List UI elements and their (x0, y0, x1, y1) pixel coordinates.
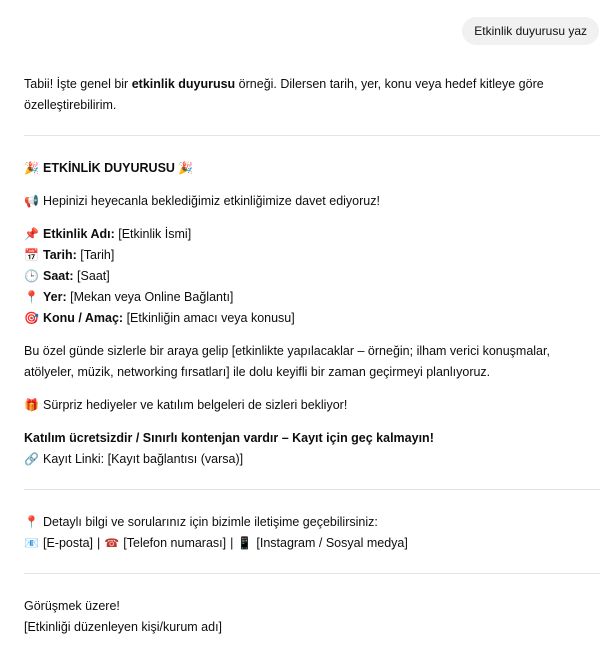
closing-organizer: [Etkinliği düzenleyen kişi/kurum adı] (24, 620, 223, 634)
detail-date (24, 245, 600, 266)
surprise-text: Sürpriz hediyeler ve katılım belgeleri de sizleri bekliyor! (43, 398, 348, 412)
detail-label: Saat: (43, 269, 74, 283)
location-pin-icon: 📍 (24, 290, 39, 304)
separator: | (97, 536, 101, 550)
detail-event-name (24, 224, 600, 245)
detail-location (24, 287, 600, 308)
detail-label: Konu / Amaç: (43, 311, 124, 325)
intro-bold: etkinlik duyurusu (131, 77, 236, 91)
registration-bold-text: Katılım ücretsizdir / Sınırlı kontenjan vardır – Kayıt için geç kalmayın! (24, 431, 434, 445)
detail-value: [Saat] (73, 269, 110, 283)
calendar-icon: 📅 (24, 248, 39, 262)
contact-email: [E-posta] (43, 536, 94, 550)
detail-value: [Tarih] (76, 248, 115, 262)
details-list (24, 224, 600, 329)
registration-link-line (24, 449, 600, 470)
detail-value: [Etkinliğin amacı veya konusu] (123, 311, 295, 325)
assistant-reply (24, 74, 600, 638)
intro-paragraph (24, 74, 600, 116)
contact-channels (24, 533, 600, 554)
clock-icon: 🕒 (24, 269, 39, 283)
detail-value: [Etkinlik İsmi] (114, 227, 192, 241)
detail-label: Yer: (43, 290, 67, 304)
detail-time (24, 266, 600, 287)
party-icon: 🎉 (24, 161, 39, 175)
intro-text-start: Tabii! İşte genel bir (24, 77, 132, 91)
megaphone-icon: 📢 (24, 194, 39, 208)
invite-text: Hepinizi heyecanla beklediğimiz etkinliğimize davet ediyoruz! (43, 194, 380, 208)
contact-line (24, 512, 600, 533)
announcement-title (24, 158, 600, 179)
telephone-icon: ☎ (104, 536, 120, 550)
contact-phone: [Telefon numarası] (123, 536, 227, 550)
intro-text-end: örneği. Dilersen tarih, yer, konu veya hedef kitleye göre özelleştirebilirim. (24, 77, 544, 112)
link-icon: 🔗 (24, 452, 39, 466)
gift-icon: 🎁 (24, 398, 39, 412)
detail-topic (24, 308, 600, 329)
closing-greeting: Görüşmek üzere! (24, 599, 120, 613)
separator: | (230, 536, 234, 550)
location-pin-icon: 📍 (24, 515, 39, 529)
contact-text: Detaylı bilgi ve sorularınız için bizimle iletişime geçebilirsiniz: (43, 515, 378, 529)
email-icon: 📧 (24, 536, 39, 550)
registration-note (24, 428, 600, 449)
body-paragraph: Bu özel günde sizlerle bir araya gelip [etkinlikte yapılacaklar – örneğin; ilham verici konuşmalar, atölyeler, müzik, networking fırsatları] ile dolu keyifli bir zaman geçirmeyi planlıyoruz. (24, 344, 550, 379)
contact-social: [Instagram / Sosyal medya] (256, 536, 408, 550)
party-icon-end: 🎉 (177, 161, 193, 175)
mobile-phone-icon: 📱 (237, 536, 253, 550)
user-message-row (462, 17, 599, 45)
registration-link-text: Kayıt Linki: [Kayıt bağlantısı (varsa)] (43, 452, 244, 466)
detail-label: Etkinlik Adı: (43, 227, 115, 241)
surprise-line (24, 395, 600, 416)
target-icon: 🎯 (24, 311, 39, 325)
announcement-title-text: ETKİNLİK DUYURUSU (43, 161, 175, 175)
detail-value: [Mekan veya Online Bağlantı] (66, 290, 234, 304)
detail-label: Tarih: (43, 248, 77, 262)
invite-line (24, 191, 600, 212)
pushpin-icon: 📌 (24, 227, 39, 241)
user-message-bubble: Etkinlik duyurusu yaz (462, 17, 599, 45)
